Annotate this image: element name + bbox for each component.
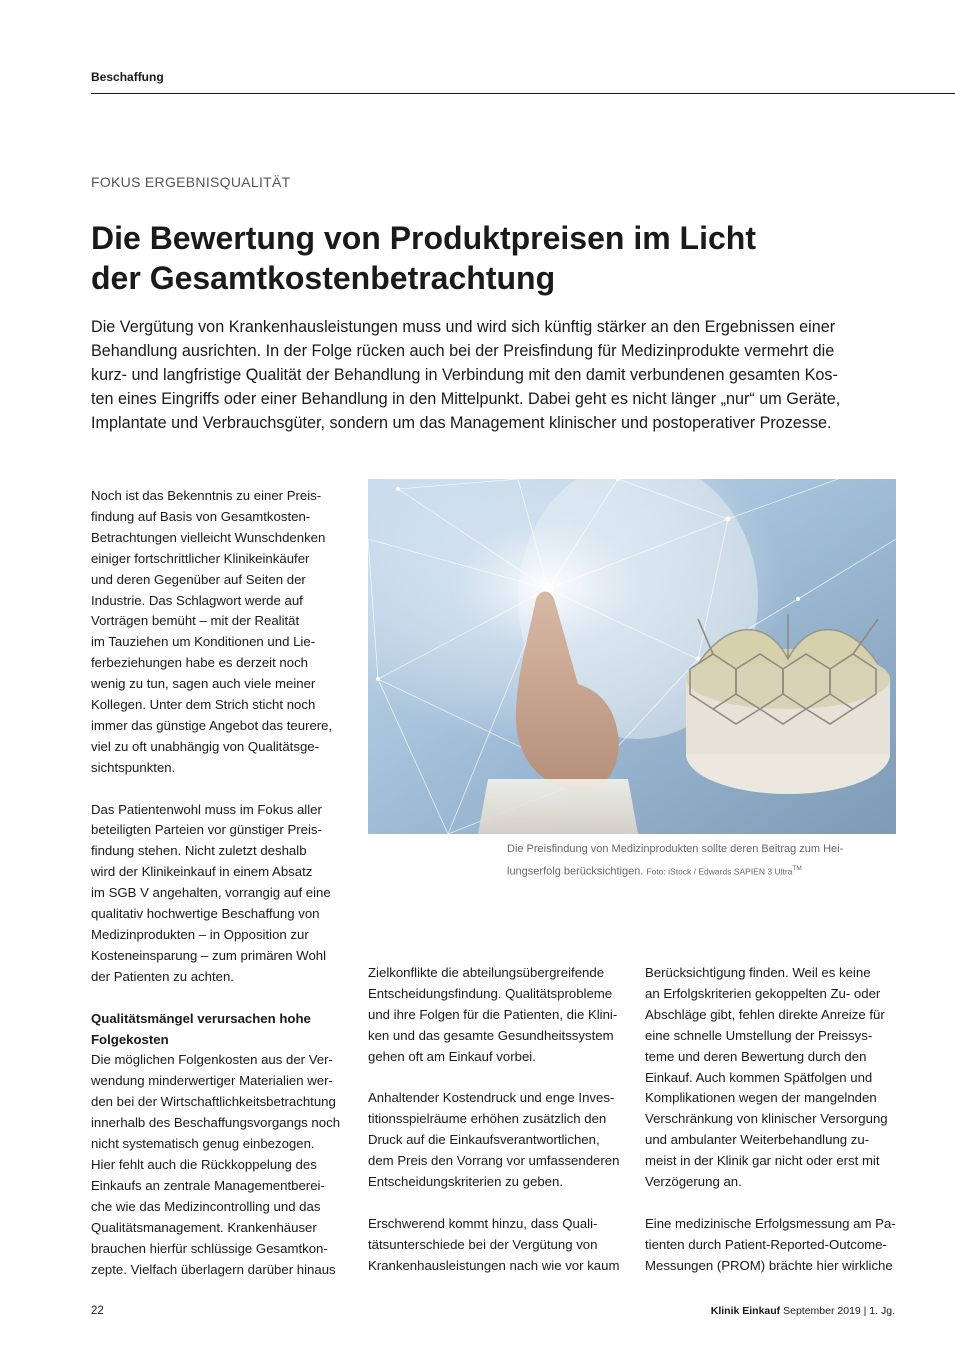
text-line: einiger fortschrittlicher Klinikeinkäufer xyxy=(91,550,310,566)
paragraph-3 xyxy=(91,1050,341,1280)
article-photo xyxy=(368,479,896,834)
text-line: Das Patientenwohl muss im Fokus aller xyxy=(91,801,322,817)
caption-text: lungserfolg berücksichtigen. xyxy=(507,865,644,878)
text-line: Kollegen. Unter dem Strich sticht noch xyxy=(91,697,316,713)
text-line: viel zu oft unabhängig von Qualitätsge- xyxy=(91,738,319,754)
lead-line: kurz- und langfristige Qualität der Behandlung in Verbindung mit den damit verbundenen gesamten Kos- xyxy=(91,366,838,384)
text-line: Verzögerung an. xyxy=(645,1174,742,1190)
text-line: dem Preis den Vorrang vor umfassenderen xyxy=(368,1153,620,1169)
lead-paragraph xyxy=(91,315,896,435)
text-line: den bei der Wirtschaftlichkeitsbetrachtung xyxy=(91,1094,336,1110)
photo-illustration xyxy=(368,479,896,834)
text-line: im Tauziehen um Konditionen und Lie- xyxy=(91,634,316,650)
text-line: Einkauf. Auch kommen Spätfolgen und xyxy=(645,1069,873,1085)
subheading-line: Qualitätsmängel verursachen hohe xyxy=(91,1010,311,1026)
kicker: FOKUS ERGEBNISQUALITÄT xyxy=(91,174,291,190)
text-line: Zielkonflikte die abteilungsübergreifende xyxy=(368,965,605,980)
subheading xyxy=(91,1009,341,1051)
lead-line: ten eines Eingriffs oder einer Behandlung in den Mittelpunkt. Dabei geht es nicht länger „nur“ um Geräte, xyxy=(91,390,841,408)
text-line: Erschwerend kommt hinzu, dass Quali- xyxy=(368,1215,598,1231)
text-line: Betrachtungen vielleicht Wunschdenken xyxy=(91,529,326,545)
text-line: teme und deren Bewertung durch den xyxy=(645,1048,867,1064)
article-title xyxy=(91,218,891,298)
body-column-1 xyxy=(91,486,341,1280)
text-line: ferbeziehungen habe es derzeit noch xyxy=(91,655,309,671)
journal-name: Klinik Einkauf xyxy=(710,1305,781,1317)
header-rule xyxy=(91,93,955,94)
text-line: wendung minderwertiger Materialien wer- xyxy=(91,1073,333,1089)
text-line: Einkaufs an zentrale Managementberei- xyxy=(91,1177,325,1193)
text-line: der Patienten zu achten. xyxy=(91,968,234,984)
caption-line xyxy=(507,859,897,882)
caption-line: Die Preisfindung von Medizinprodukten sollte deren Beitrag zum Hei- xyxy=(507,843,844,855)
paragraph-gap xyxy=(368,1068,620,1089)
section-label: Beschaffung xyxy=(91,70,164,84)
paragraph-6 xyxy=(368,1214,620,1277)
body-column-2 xyxy=(368,963,620,1277)
paragraph-7 xyxy=(645,963,897,1193)
paragraph-gap xyxy=(91,779,341,800)
text-line: Entscheidungsfindung. Qualitätsprobleme xyxy=(368,985,613,1001)
text-line: findung auf Basis von Gesamtkosten- xyxy=(91,508,311,524)
figure-caption xyxy=(507,840,897,882)
paragraph-5 xyxy=(368,1088,620,1193)
text-line: Druck auf die Einkaufsverantwortlichen, xyxy=(368,1132,600,1148)
text-line: Medizinprodukten – in Opposition zur xyxy=(91,927,309,943)
text-line: wird der Klinikeinkauf in einem Absatz xyxy=(91,864,313,880)
text-line: che wie das Medizincontrolling und das xyxy=(91,1198,321,1214)
title-line: der Gesamtkostenbetrachtung xyxy=(91,260,556,296)
text-line: sichtspunkten. xyxy=(91,759,176,775)
issue-info: September 2019 | 1. Jg. xyxy=(783,1305,895,1317)
text-line: ken und das gesamte Gesundheitssystem xyxy=(368,1027,614,1043)
journal-footer xyxy=(711,1305,895,1317)
text-line: gehen oft am Einkauf vorbei. xyxy=(368,1048,536,1064)
text-line: immer das günstige Angebot das teurere, xyxy=(91,717,333,733)
text-line: Qualitätsmanagement. Krankenhäuser xyxy=(91,1219,317,1235)
text-line: brauchen hierfür schlüssige Gesamtkon- xyxy=(91,1240,328,1256)
text-line: qualitativ hochwertige Beschaffung von xyxy=(91,906,320,922)
paragraph-8 xyxy=(645,1214,897,1277)
text-line: Noch ist das Bekenntnis zu einer Preis- xyxy=(91,488,322,503)
paragraph-1 xyxy=(91,486,341,779)
text-line: Anhaltender Kostendruck und enge Inves- xyxy=(368,1090,615,1106)
subheading-line: Folgekosten xyxy=(91,1031,169,1047)
text-line: Abschläge gibt, fehlen direkte Anreize für xyxy=(645,1006,885,1022)
text-line: Eine medizinische Erfolgsmessung am Pa- xyxy=(645,1215,896,1231)
text-line: nicht systematisch genug einbezogen. xyxy=(91,1136,315,1152)
text-line: im SGB V angehalten, vorrangig auf eine xyxy=(91,885,331,901)
text-line: Die möglichen Folgenkosten aus der Ver- xyxy=(91,1052,333,1068)
text-line: Messungen (PROM) brächte hier wirkliche xyxy=(645,1257,893,1273)
page-number: 22 xyxy=(91,1305,104,1317)
text-line: zepte. Vielfach überlagern darüber hinaus xyxy=(91,1261,336,1277)
text-line: Kosteneinsparung – zum primären Wohl xyxy=(91,947,327,963)
text-line: Krankenhausleistungen nach wie vor kaum xyxy=(368,1257,620,1273)
paragraph-gap xyxy=(91,988,341,1009)
text-line: Entscheidungskriterien zu geben. xyxy=(368,1174,564,1190)
text-line: innerhalb des Beschaffungsvorgangs noch xyxy=(91,1115,341,1131)
lead-line: Implantate und Verbrauchsgüter, sondern um das Management klinischer und postoperativer Prozesse. xyxy=(91,414,832,432)
body-column-3 xyxy=(645,963,897,1277)
text-line: tienten durch Patient-Reported-Outcome- xyxy=(645,1236,887,1252)
text-line: Industrie. Das Schlagwort werde auf xyxy=(91,592,303,608)
paragraph-4 xyxy=(368,963,620,1068)
paragraph-2 xyxy=(91,800,341,988)
text-line: Vorträgen bemüht – mit der Realität xyxy=(91,613,300,629)
paragraph-gap xyxy=(645,1193,897,1214)
text-line: und ihre Folgen für die Patienten, die Klini- xyxy=(368,1006,618,1022)
text-line: wenig zu tun, sagen auch viele meiner xyxy=(91,676,316,692)
text-line: Komplikationen wegen der mangelnden xyxy=(645,1090,877,1106)
title-line: Die Bewertung von Produktpreisen im Licht xyxy=(91,220,756,256)
photo-credit: Foto: iStock / Edwards SAPIEN 3 Ultra xyxy=(646,866,793,877)
lead-line: Behandlung ausrichten. In der Folge rücken auch bei der Preisfindung für Medizinprodukte vermehrt die xyxy=(91,342,835,360)
paragraph-gap xyxy=(368,1193,620,1214)
text-line: Verschränkung von klinischer Versorgung xyxy=(645,1111,888,1127)
lead-line: Die Vergütung von Krankenhausleistungen muss und wird sich künftig stärker an den Ergebnissen einer xyxy=(91,318,836,336)
text-line: Berücksichtigung finden. Weil es keine xyxy=(645,965,871,980)
trademark-mark: TM xyxy=(792,865,802,872)
text-line: beteiligten Parteien vor günstiger Preis- xyxy=(91,822,322,838)
text-line: und deren Gegenüber auf Seiten der xyxy=(91,571,306,587)
text-line: findung stehen. Nicht zuletzt deshalb xyxy=(91,843,307,859)
text-line: Hier fehlt auch die Rückkoppelung des xyxy=(91,1156,317,1172)
text-line: titionsspielräume erhöhen zusätzlich den xyxy=(368,1111,607,1127)
text-line: meist in der Klinik gar nicht oder erst mit xyxy=(645,1153,880,1169)
text-line: an Erfolgskriterien gekoppelten Zu- oder xyxy=(645,985,881,1001)
text-line: tätsunterschiede bei der Vergütung von xyxy=(368,1236,598,1252)
text-line: eine schnelle Umstellung der Preissys- xyxy=(645,1027,873,1043)
text-line: und ambulanter Weiterbehandlung zu- xyxy=(645,1132,870,1148)
